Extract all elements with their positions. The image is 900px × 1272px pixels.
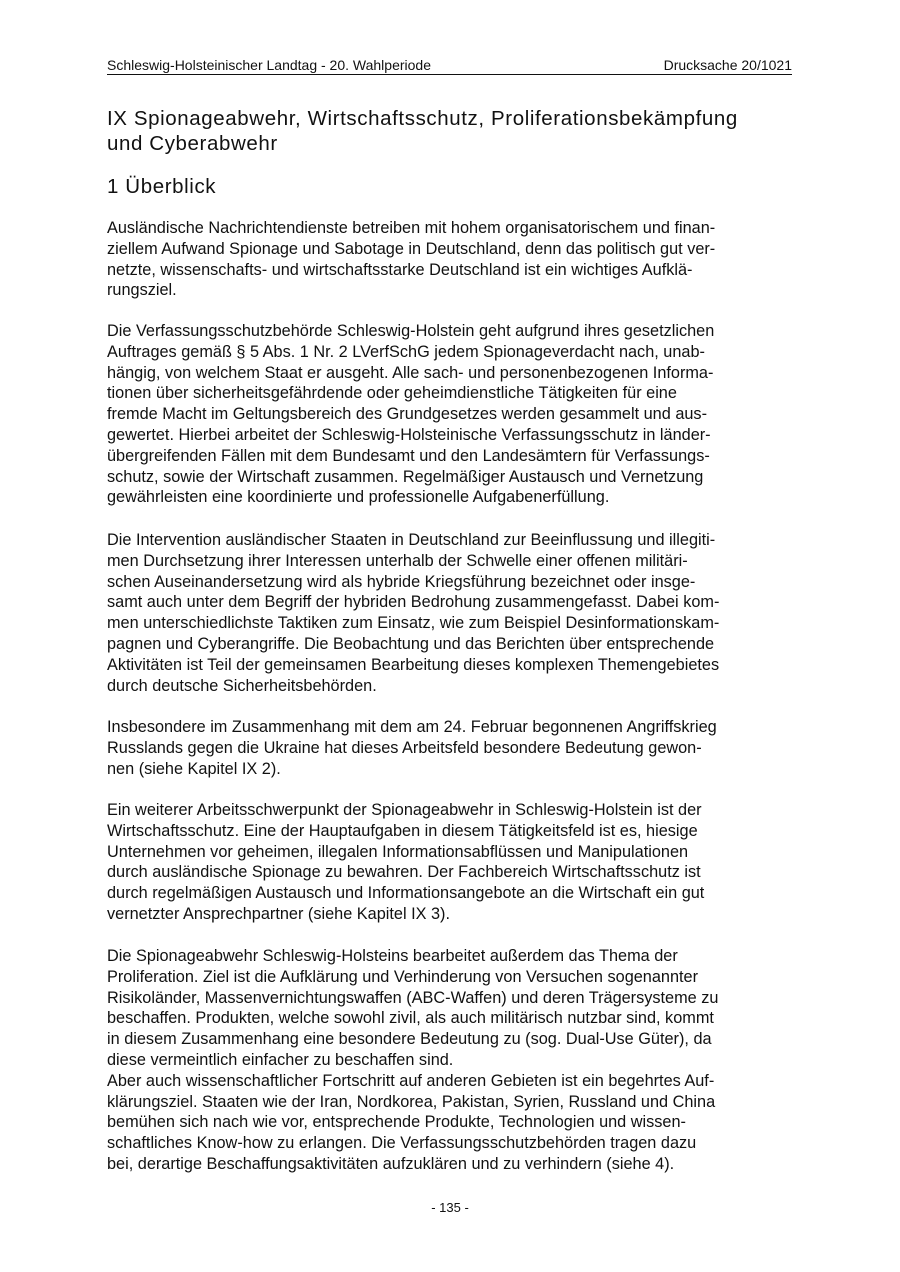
paragraph-line: Risikoländer, Massenvernichtungswaffen (ABC-Waffen) und deren Trägersysteme zu — [107, 988, 719, 1007]
paragraph-line: Russlands gegen die Ukraine hat dieses Arbeitsfeld besondere Bedeutung gewon- — [107, 738, 702, 757]
paragraph-line: fremde Macht im Geltungsbereich des Grundgesetzes werden gesammelt und aus- — [107, 405, 707, 424]
paragraph — [107, 218, 807, 301]
paragraph — [107, 946, 807, 1175]
paragraph-line: Auftrages gemäß § 5 Abs. 1 Nr. 2 LVerfSchG jedem Spionageverdacht nach, unab- — [107, 342, 705, 361]
paragraph-line: gewährleisten eine koordinierte und professionelle Aufgabenerfüllung. — [107, 488, 610, 507]
paragraph-line: rungsziel. — [107, 281, 177, 300]
paragraph-line: Ein weiterer Arbeitsschwerpunkt der Spionageabwehr in Schleswig-Holstein ist der — [107, 801, 702, 819]
paragraph-line: beschaffen. Produkten, welche sowohl zivil, als auch militärisch nutzbar sind, kommt — [107, 1009, 714, 1028]
paragraph-line: schutz, sowie der Wirtschaft zusammen. Regelmäßiger Austausch und Vernetzung — [107, 467, 704, 486]
paragraph-line: men Durchsetzung ihrer Interessen unterhalb der Schwelle einer offenen militäri- — [107, 551, 688, 570]
chapter-title-line: und Cyberabwehr — [107, 132, 278, 155]
paragraph-line: Proliferation. Ziel ist die Aufklärung und Verhinderung von Versuchen sogenannter — [107, 967, 699, 986]
paragraph-line: in diesem Zusammenhang eine besondere Bedeutung zu (sog. Dual-Use Güter), da — [107, 1030, 712, 1049]
paragraph-line: diese vermeintlich einfacher zu beschaffen sind. — [107, 1050, 454, 1069]
paragraph-line: gewertet. Hierbei arbeitet der Schleswig-Holsteinische Verfassungsschutz in länder- — [107, 425, 711, 444]
page-number: - 135 - — [431, 1200, 469, 1215]
paragraph-line: hängig, von welchem Staat er ausgeht. Alle sach- und personenbezogenen Informa- — [107, 363, 714, 382]
paragraph-line: durch ausländische Spionage zu bewahren. Der Fachbereich Wirtschaftsschutz ist — [107, 863, 701, 882]
paragraph-line: tionen über sicherheitsgefährdende oder geheimdienstliche Tätigkeiten für eine — [107, 384, 677, 403]
paragraph-line: bemühen sich nach wie vor, entsprechende Produkte, Technologien und wissen- — [107, 1113, 686, 1132]
paragraph-line: durch deutsche Sicherheitsbehörden. — [107, 676, 377, 695]
paragraph-line: Ausländische Nachrichtendienste betreiben mit hohem organisatorischem und finan- — [107, 219, 716, 237]
paragraph-line: Die Intervention ausländischer Staaten in Deutschland zur Beeinflussung und illegiti- — [107, 531, 716, 549]
header-parliament-title: Schleswig-Holsteinischer Landtag - 20. Wahlperiode — [107, 57, 431, 73]
paragraph-line: vernetzter Ansprechpartner (siehe Kapitel IX 3). — [107, 904, 450, 923]
paragraph — [107, 800, 807, 925]
paragraph — [107, 530, 807, 696]
paragraph-line: schaftliches Know-how zu erlangen. Die Verfassungsschutzbehörden tragen dazu — [107, 1134, 697, 1153]
paragraph-line: durch regelmäßigen Austausch und Informationsangebote an die Wirtschaft ein gut — [107, 884, 705, 903]
paragraph-line: Die Verfassungsschutzbehörde Schleswig-Holstein geht aufgrund ihres gesetzlichen — [107, 322, 715, 340]
header-document-number: Drucksache 20/1021 — [663, 57, 792, 73]
paragraph-line: nen (siehe Kapitel IX 2). — [107, 759, 281, 778]
paragraph-line: übergreifenden Fällen mit dem Bundesamt und den Landesämtern für Verfassungs- — [107, 446, 710, 465]
paragraph-line: ziellem Aufwand Spionage und Sabotage in Deutschland, denn das politisch gut ver- — [107, 239, 716, 258]
paragraph-line: netzte, wissenschafts- und wirtschaftsstarke Deutschland ist ein wichtiges Aufklä- — [107, 260, 693, 279]
chapter-title — [107, 106, 797, 156]
paragraph — [107, 717, 807, 779]
paragraph-line: Unternehmen vor geheimen, illegalen Informationsabflüssen und Manipulationen — [107, 842, 689, 861]
paragraph-line: pagnen und Cyberangriffe. Die Beobachtung und das Berichten über entsprechende — [107, 634, 715, 653]
paragraph-line: Aber auch wissenschaftlicher Fortschritt auf anderen Gebieten ist ein begehrtes Auf- — [107, 1071, 715, 1090]
paragraph-line: Aktivitäten ist Teil der gemeinsamen Bearbeitung dieses komplexen Themengebietes — [107, 655, 720, 674]
paragraph-line: men unterschiedlichste Taktiken zum Einsatz, wie zum Beispiel Desinformationskam- — [107, 614, 720, 633]
paragraph-line: samt auch unter dem Begriff der hybriden Bedrohung zusammengefasst. Dabei kom- — [107, 593, 720, 612]
chapter-title-line: IX Spionageabwehr, Wirtschaftsschutz, Proliferationsbekämpfung — [107, 107, 738, 130]
paragraph-line: schen Auseinandersetzung wird als hybride Kriegsführung bezeichnet oder insge- — [107, 572, 696, 591]
paragraph — [107, 321, 807, 508]
paragraph-line: klärungsziel. Staaten wie der Iran, Nordkorea, Pakistan, Syrien, Russland und China — [107, 1092, 716, 1111]
running-header — [107, 56, 792, 75]
paragraph-line: Insbesondere im Zusammenhang mit dem am 24. Februar begonnenen Angriffskrieg — [107, 718, 717, 736]
paragraph-line: bei, derartige Beschaffungsaktivitäten aufzuklären und zu verhindern (siehe 4). — [107, 1154, 675, 1173]
section-title: 1 Überblick — [107, 175, 217, 198]
paragraph-line: Die Spionageabwehr Schleswig-Holsteins bearbeitet außerdem das Thema der — [107, 947, 678, 965]
paragraph-line: Wirtschaftsschutz. Eine der Hauptaufgaben in diesem Tätigkeitsfeld ist es, hiesige — [107, 821, 698, 840]
